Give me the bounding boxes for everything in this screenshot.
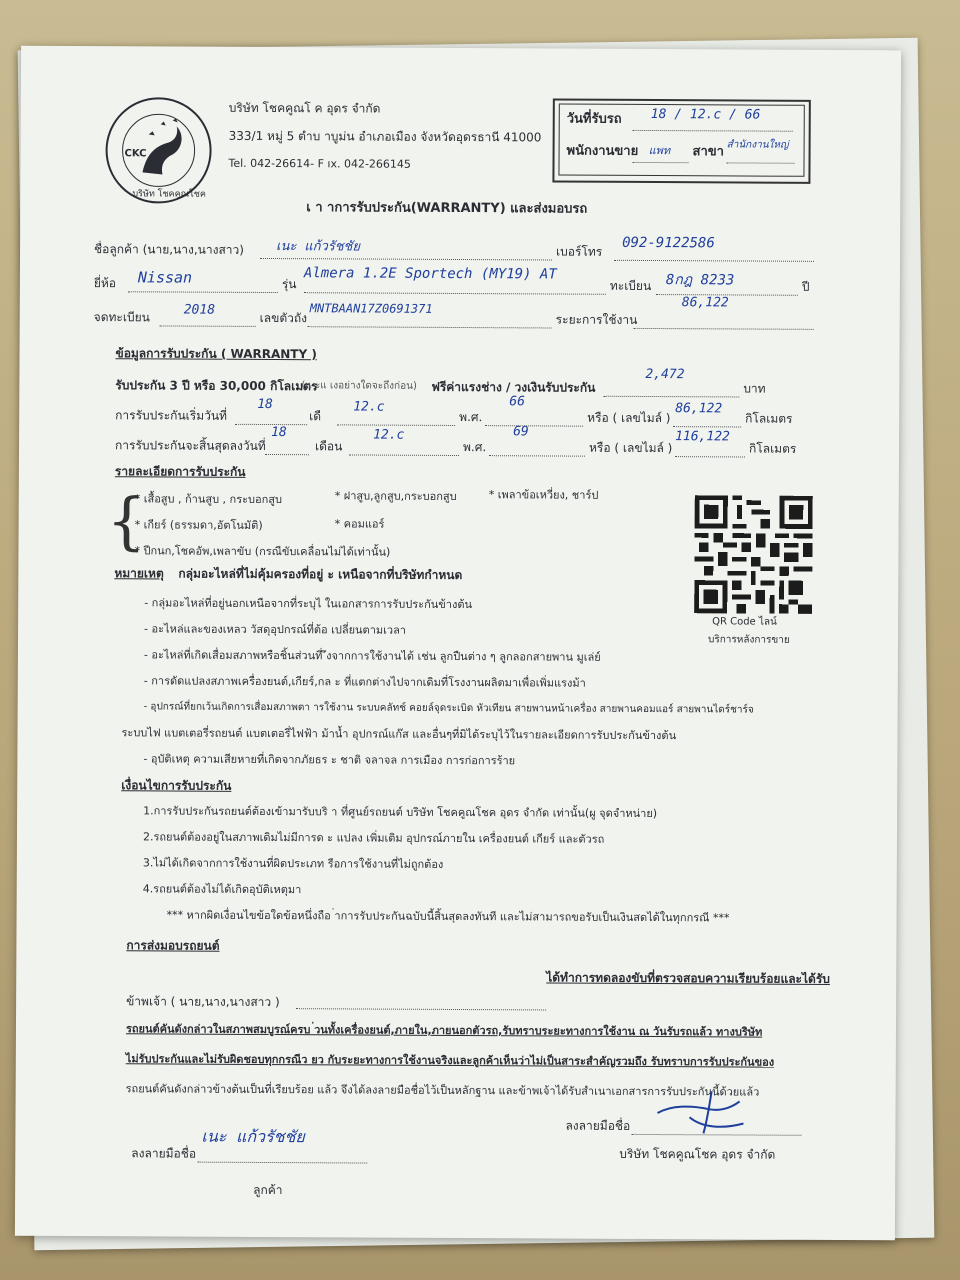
- end-or-label: หรือ ( เลขไมล์ ): [588, 440, 673, 456]
- note-item-3: - อะไหล่ที่เกิดเสื่อมสภาพหรือชิ้นส่วนที่ ึงจากการใช้งานได้ เช่น ลูกปืนต่าง ๆ ลูกลอกสายพาน มูเล่ย์: [143, 648, 601, 664]
- start-or-label: หรือ ( เลขไมล์ ): [587, 410, 671, 426]
- coverage-value: 2,472: [645, 366, 685, 383]
- phone-value: 092-9122586: [622, 234, 715, 252]
- brand-value: Nissan: [137, 268, 193, 287]
- receipt-date-label: วันที่รับรถ: [566, 111, 622, 127]
- company-signature: [651, 1083, 751, 1140]
- condition-item-4: 4.รถยนต์ต้องไม่ได้เกิดอุบัติเหตุมา: [142, 882, 302, 897]
- document-title: เ า าการรับประกัน(WARRANTY) และส่งมอบรถ: [306, 200, 588, 217]
- conditions-heading: เงื่อนไขการรับประกัน: [121, 778, 232, 793]
- distance-line: [634, 327, 814, 330]
- condition-warning: *** หากผิดเงื่อนไขข้อใดข้อหนึ่งถือ ่าการรับประกันฉบับนี้สิ้นสุดลงทันที และไม่สามารถขอรับเป็นเงินสดได้ในทุกกรณี ***: [166, 908, 730, 925]
- phone-label: เบอร์โทร: [556, 244, 603, 259]
- detail-item-4: * เกียร์ (ธรรมดา,อัตโนมัติ): [134, 518, 263, 532]
- logo-text: CKC: [124, 148, 147, 160]
- end-year-line: [489, 454, 585, 457]
- detail-item-1: * เสื้อสูบ , ก้านสูบ , กระบอกสูบ: [134, 492, 283, 507]
- customer-signature: เนะ แก้วรัชชัย: [201, 1126, 305, 1147]
- start-day: 18: [257, 396, 273, 413]
- detail-item-5: * คอมแอร์: [334, 517, 385, 531]
- start-month: 12.c: [353, 399, 385, 415]
- registration-line: [160, 324, 256, 327]
- end-month-label: เดือน: [314, 439, 343, 454]
- condition-item-2: 2.รถยนต์ต้องอยู่ในสภาพเดิมไม่มีการด ะ แปลง เพิ่มเติม อุปกรณ์ภายใน เครื่องยนต์ เกียร์ และตัวรถ: [142, 830, 605, 846]
- note-item-1: - กลุ่มอะไหล่ที่อยู่นอกเหนือจากที่ระบุไ ในเอกสารการรับประกันข้างต้น: [144, 596, 473, 612]
- baht-unit: บาท: [743, 381, 766, 396]
- warranty-document: [15, 46, 901, 1241]
- condition-item-1: 1.การรับประกันรถยนต์ต้องเข้ามารับบริ า ที่ศูนย์รถยนต์ บริษัท โชคคูณโชค อุดร จำกัด เท่านั้น(ผู จุดจำหน่าย): [143, 804, 658, 821]
- line-qr-code[interactable]: [694, 495, 813, 614]
- delivery-line-5: รถยนต์คันดังกล่าวข้างต้นเป็นที่เรียบร้อย แล้ว จึงได้ลงลายมือชื่อไว้เป็นหลักฐาน และข้าพเจ้าได้รับสำเนาเอกสารการรับประกันนี้ด้วยแล้ว: [125, 1082, 760, 1099]
- note-item-5: - อุปกรณ์ที่ยกเว้นเกิดการเสื่อมสภาพตา ารใช้งาน ระบบคลัทช์ คอยล์จุดระเบิด หัวเทียน สายพานหน้าเครื่อง สายพานคอมแอร์ สายพานไดร์ชาร์จ: [143, 701, 754, 716]
- end-day-line: [265, 453, 309, 455]
- coverage-line: [603, 395, 739, 398]
- delivery-line-1: ได้ทำการทดลองขับที่ตรวจสอบความเรียบร้อยและได้รับ: [546, 970, 830, 986]
- start-year-label: พ.ศ.: [459, 410, 483, 425]
- qr-caption-2: บริการหลังการขาย: [707, 634, 790, 646]
- start-year: 66: [509, 394, 525, 410]
- customer-name-value: เนะ แก้วรัชชัย: [276, 239, 361, 255]
- details-brace: {: [106, 484, 147, 558]
- end-mileage-line: [675, 455, 745, 457]
- notes-heading: หมายเหตุ: [114, 566, 164, 581]
- qr-caption-1: QR Code ไลน์: [712, 616, 777, 628]
- warranty-term: รับประกัน 3 ปี หรือ 30,000 กิโลเมตร: [115, 378, 318, 394]
- model-label: รุ่น: [281, 277, 297, 292]
- chassis-value: MNTBAAN17Z0691371: [309, 301, 433, 316]
- detail-item-3: * เพลาข้อเหวี่ยง, ชาร์ป: [488, 488, 599, 502]
- note-item-7: - อุบัติเหตุ ความเสียหายที่เกิดจากภัยธร ะ ชาติ จลาจล การเมือง การก่อการร้าย: [143, 752, 516, 768]
- registration-label: จดทะเบียน: [93, 310, 150, 325]
- delivery-name-line: [296, 1007, 546, 1010]
- customer-caption: ลูกค้า: [253, 1182, 283, 1198]
- registration-value: 2018: [183, 302, 216, 318]
- details-heading: รายละเอียดการรับประกัน: [114, 464, 246, 479]
- brand-label: ยี่ห้อ: [93, 276, 117, 291]
- branch-value: สำนักงานใหญ่: [726, 139, 789, 151]
- company-logo: [102, 94, 215, 207]
- distance-label: ระยะการใช้งาน: [555, 312, 638, 327]
- start-label: การรับประกันเริ่มวันที่: [115, 408, 228, 423]
- delivery-heading: การส่งมอบรถยนต์: [126, 938, 220, 953]
- plate-label: ทะเบียน: [609, 278, 652, 294]
- note-item-2: - อะไหล่และของเหลว วัสดุอุปกรณ์ที่ต้อ เปลี่ยนตามเวลา: [144, 622, 407, 637]
- start-month-line: [337, 423, 455, 426]
- company-tel: Tel. 042-26614- F ıx. 042-266145: [228, 156, 411, 171]
- start-mileage-line: [673, 425, 741, 427]
- year-label: ปี: [801, 279, 810, 294]
- sales-label: พนักงานขาย: [566, 143, 639, 159]
- detail-item-6: * ปีกนก,โชคอัพ,เพลาขับ (กรณีขับเคลื่อนไม่ได้เท่านั้น): [134, 544, 391, 559]
- detail-item-2: * ฝาสูบ,ลูกสูบ,กระบอกสูบ: [334, 489, 457, 503]
- note-item-4: - การดัดแปลงสภาพเครื่องยนต์,เกียร์,กล ะ ที่แตกต่างไปจากเดิมที่โรงงานผลิตมาเพื่อเพิ่มแรงม้า: [143, 674, 586, 690]
- end-mileage: 116,122: [675, 429, 730, 445]
- delivery-line-4: ไม่รับประกันและไม่รับผิดชอบทุกกรณีว ยว กับระยะทางการใช้งานจริงและลูกค้าเห็นว่าไม่เป็นสาระสำคัญรวมถึง รับทราบการรับประกันของ: [125, 1052, 775, 1069]
- customer-sign-line: [197, 1161, 367, 1164]
- company-sign-name: บริษัท โชคคูณโชค อุดร จำกัด: [619, 1146, 776, 1162]
- chassis-label: เลขตัวถัง: [259, 310, 308, 326]
- free-labor-label: ฟรีค่าแรงช่าง / วงเงินรับประกัน: [431, 379, 596, 395]
- warranty-heading: ข้อมูลการรับประกัน ( WARRANTY ): [115, 346, 317, 362]
- branch-label: สาขา: [692, 144, 725, 160]
- end-day: 18: [271, 425, 287, 441]
- customer-name-line: [260, 257, 552, 261]
- end-month-line: [349, 453, 459, 456]
- notes-heading-rest: กลุ่มอะไหล่ที่ไม่คุ้มครองที่อยู่ ะ เหนือจากที่บริษัทกำหนด: [178, 566, 463, 583]
- branch-line: [727, 161, 795, 163]
- logo-caption: บริษัท โชคคูณโชค: [132, 189, 206, 200]
- delivery-line-2: ข้าพเจ้า ( นาย,นาง,นางสาว ): [126, 994, 280, 1010]
- start-month-label: เดื: [309, 409, 322, 424]
- condition-item-3: 3.ไม่ได้เกิดจากการใช้งานที่ผิดประเภท รือการใช้งานที่ไม่ถูกต้อง: [142, 856, 444, 871]
- end-year: 69: [513, 424, 529, 440]
- customer-sign-label: ลงลายมือชื่อ: [131, 1146, 197, 1161]
- company-name: บริษัท โชคคูณโ ค อุดร จำกัด: [228, 100, 381, 116]
- start-year-line: [485, 424, 583, 427]
- model-value: Almera 1.2E Sportech (MY19) AT: [303, 265, 557, 283]
- start-mileage: 86,122: [675, 401, 723, 417]
- sales-line: [633, 161, 689, 163]
- end-km-label: กิโลเมตร: [748, 441, 797, 456]
- end-year-label: พ.ศ.: [462, 440, 487, 455]
- receipt-date-value: 18 / 12.c / 66: [650, 107, 761, 123]
- distance-value: 86,122: [681, 295, 729, 311]
- note-item-6: ระบบไฟ แบตเตอรี่รถยนต์ แบตเตอรี่ไฟฟ้า ม้าน้ำ อุปกรณ์แก๊ส และอื่นๆที่มิได้ระบุไว้ในรายละเอียดการรับประกันข้างต้น: [121, 726, 677, 743]
- brand-line: [128, 290, 278, 293]
- end-month: 12.c: [373, 427, 405, 443]
- plate-value: 8กฎ 8233: [665, 272, 735, 289]
- delivery-line-3: รถยนต์คันดังกล่าวในสภาพสมบูรณ์ครบ ่วนทั้งเครื่องยนต์,ภายใน,ภายนอกตัวรถ,รับทราบระยะทางการใช้งาน ณ วันรับรถแล้ว ทางบริษัท: [125, 1022, 763, 1039]
- end-label: การรับประกันจะสิ้นสุดลงวันที่: [114, 438, 266, 453]
- company-address: 333/1 หมู่ 5 ตำบ าบูม่น อำเภอเมือง จังหวัดอุดรธานี 41000: [228, 128, 542, 145]
- phone-line: [614, 259, 814, 262]
- warranty-term-note: (แ ะแ เงอย่างใดจะถึงก่อน): [301, 380, 417, 392]
- start-km-label: กิโลเมตร: [745, 411, 793, 426]
- sales-value: แพท: [648, 143, 671, 158]
- customer-name-label: ชื่อลูกค้า (นาย,นาง,นางสาว): [94, 242, 245, 257]
- chassis-line: [308, 325, 552, 328]
- model-line: [304, 291, 606, 295]
- company-sign-label: ลงลายมือชื่อ: [565, 1118, 631, 1133]
